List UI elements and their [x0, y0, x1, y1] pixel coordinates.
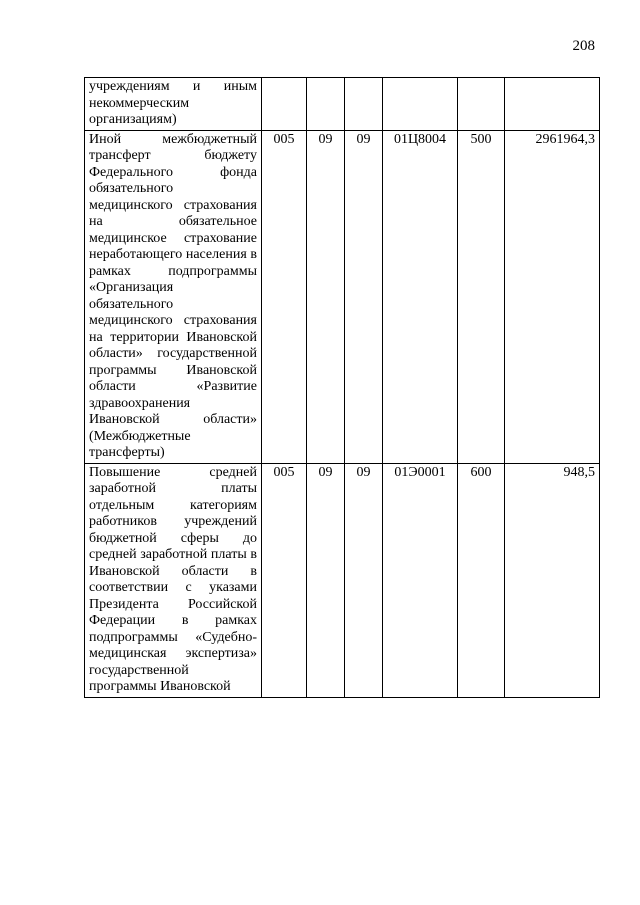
- target-article-cell: [383, 78, 458, 131]
- expense-type-cell: 600: [458, 463, 505, 697]
- podrazdel-cell: 09: [345, 130, 383, 463]
- row-name-cell: Иной межбюджетный трансферт бюджету Федерального фонда обязательного медицинского страхования на обязательное медицинское страхование неработающего населения в рамках подпрограммы «Организация обязательного медицинского страхования на территории Ивановской области» государственной программы Ивановской области «Развитие здравоохранения Ивановской области» (Межбюджетные трансферты): [85, 130, 262, 463]
- table-row: [85, 78, 600, 131]
- table-row: [85, 463, 600, 697]
- razdel-cell: 09: [307, 463, 345, 697]
- target-article-cell: 01Э0001: [383, 463, 458, 697]
- razdel-cell: [307, 78, 345, 131]
- grbs-cell: 005: [262, 463, 307, 697]
- podrazdel-cell: [345, 78, 383, 131]
- row-name-cell: учреждениям и иным некоммерческим организациям): [85, 78, 262, 131]
- sum-cell: 2961964,3: [505, 130, 600, 463]
- table-row: [85, 130, 600, 463]
- expense-type-cell: 500: [458, 130, 505, 463]
- grbs-cell: [262, 78, 307, 131]
- sum-cell: [505, 78, 600, 131]
- target-article-cell: 01Ц8004: [383, 130, 458, 463]
- budget-table: [84, 77, 600, 698]
- row-name-cell: Повышение средней заработной платы отдельным категориям работников учреждений бюджетной сферы до средней заработной платы в Ивановской области в соответствии с указами Президента Российской Федерации в рамках подпрограммы «Судебно-медицинская экспертиза» государственной программы Ивановской: [85, 463, 262, 697]
- grbs-cell: 005: [262, 130, 307, 463]
- sum-cell: 948,5: [505, 463, 600, 697]
- page-number: 208: [572, 38, 595, 54]
- podrazdel-cell: 09: [345, 463, 383, 697]
- razdel-cell: 09: [307, 130, 345, 463]
- expense-type-cell: [458, 78, 505, 131]
